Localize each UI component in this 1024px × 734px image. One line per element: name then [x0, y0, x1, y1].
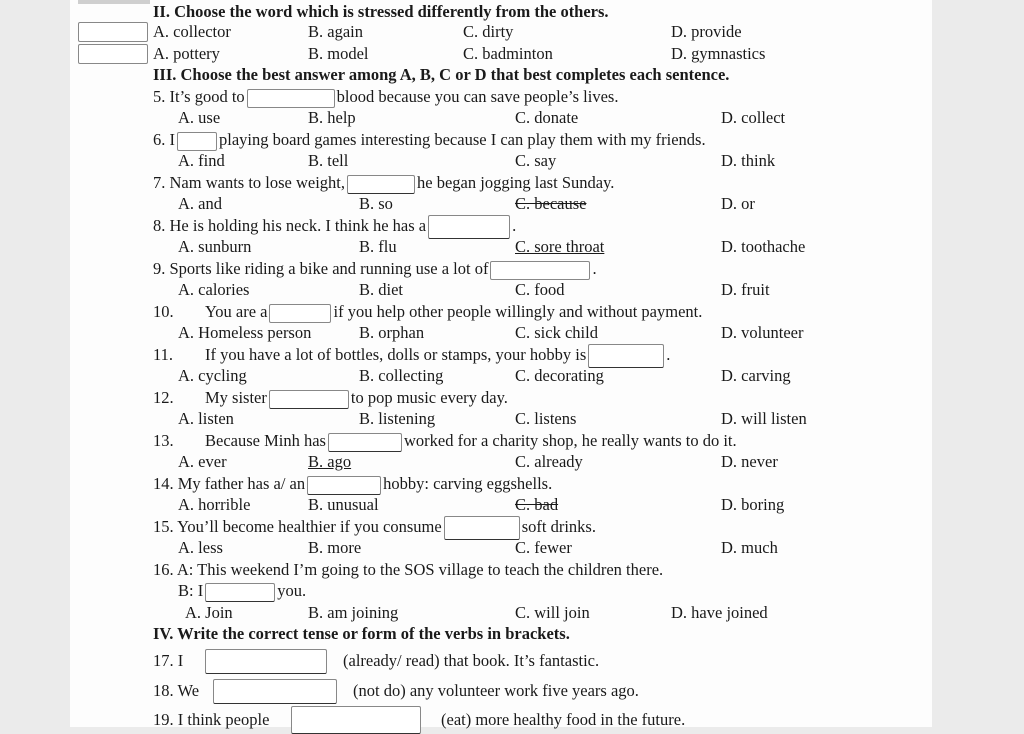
- q7-text-after: he began jogging last Sunday.: [417, 173, 615, 192]
- q13-option-d[interactable]: D. never: [721, 452, 778, 471]
- q11-option-b[interactable]: B. collecting: [359, 366, 444, 385]
- top-edge-strip: [78, 0, 150, 4]
- q11-text-after: .: [666, 345, 671, 364]
- q9-option-d[interactable]: D. fruit: [721, 280, 770, 299]
- q4-option-d[interactable]: D. gymnastics: [671, 44, 766, 63]
- q5-option-c[interactable]: C. donate: [515, 108, 579, 127]
- q5-blank[interactable]: [247, 89, 335, 108]
- q12-option-a[interactable]: A. listen: [178, 409, 234, 428]
- q13-option-a[interactable]: A. ever: [178, 452, 227, 471]
- q13-option-c[interactable]: C. already: [515, 452, 583, 471]
- q15-text-before: 15. You’ll become healthier if you consume: [153, 517, 442, 536]
- q7-options: [153, 193, 853, 215]
- q6-options: [153, 150, 853, 172]
- q10-text-before: You are a: [205, 302, 268, 321]
- q7-option-a[interactable]: A. and: [178, 194, 222, 213]
- answer-box-q3[interactable]: [78, 22, 148, 42]
- question-14: [153, 473, 552, 495]
- q3-option-c[interactable]: C. dirty: [463, 22, 514, 41]
- q5-options: [153, 107, 853, 129]
- q4-option-a[interactable]: A. pottery: [153, 44, 220, 63]
- q10-option-d[interactable]: D. volunteer: [721, 323, 804, 342]
- q9-options: [153, 279, 853, 301]
- q14-text-after: hobby: carving eggshells.: [383, 474, 553, 493]
- q7-option-c[interactable]: C. because: [515, 194, 587, 213]
- q13-number: 13.: [153, 431, 174, 450]
- q6-option-c[interactable]: C. say: [515, 151, 557, 170]
- q5-option-a[interactable]: A. use: [178, 108, 221, 127]
- answer-box-q4[interactable]: [78, 44, 148, 64]
- q7-option-b[interactable]: B. so: [359, 194, 393, 213]
- q7-option-d[interactable]: D. or: [721, 194, 755, 213]
- q19-text-before: 19. I think people: [153, 710, 270, 729]
- q6-text-after: playing board games interesting because I can play them with my friends.: [219, 130, 706, 149]
- q12-text-before: My sister: [205, 388, 267, 407]
- q14-text-before: 14. My father has a/ an: [153, 474, 306, 493]
- q17-text-before: 17. I: [153, 651, 184, 670]
- q11-option-a[interactable]: A. cycling: [178, 366, 247, 385]
- q17-text-after: (already/ read) that book. It’s fantastic.: [343, 651, 600, 670]
- q13-blank[interactable]: [328, 433, 402, 452]
- q11-text-before: If you have a lot of bottles, dolls or stamps, your hobby is: [205, 345, 587, 364]
- question-11: [153, 344, 853, 366]
- q7-text-before: 7. Nam wants to lose weight,: [153, 173, 346, 192]
- q3-option-b[interactable]: B. again: [308, 22, 363, 41]
- q13-options: [153, 451, 853, 473]
- q3-option-d[interactable]: D. provide: [671, 22, 742, 41]
- question-15: [153, 516, 596, 538]
- q18-text-after: (not do) any volunteer work five years ago.: [353, 681, 639, 700]
- q10-text-after: if you help other people willingly and without payment.: [333, 302, 703, 321]
- q9-option-a[interactable]: A. calories: [178, 280, 250, 299]
- q13-text-after: worked for a charity shop, he really wants to do it.: [403, 431, 737, 450]
- question-13: [153, 430, 853, 452]
- question-16-line-a: 16. A: This weekend I’m going to the SOS village to teach the children there.: [153, 560, 664, 579]
- q12-option-c[interactable]: C. listens: [515, 409, 577, 428]
- q12-blank[interactable]: [269, 390, 349, 409]
- question-9: [153, 258, 597, 280]
- q12-option-b[interactable]: B. listening: [359, 409, 436, 428]
- q9-text-after: .: [592, 259, 597, 278]
- q6-option-a[interactable]: A. find: [178, 151, 225, 170]
- question-3: [153, 21, 853, 43]
- q16-blank[interactable]: [205, 583, 275, 602]
- q12-options: [153, 408, 853, 430]
- q19-text-after: (eat) more healthy food in the future.: [441, 710, 686, 729]
- q16-text-after: you.: [277, 581, 307, 600]
- q8-options: [153, 236, 853, 258]
- q8-text-before: 8. He is holding his neck. I think he has a: [153, 216, 427, 235]
- q10-option-c[interactable]: C. sick child: [515, 323, 598, 342]
- q15-option-c[interactable]: C. fewer: [515, 538, 572, 557]
- section-4-heading: IV. Write the correct tense or form of the verbs in brackets.: [153, 624, 570, 643]
- q8-option-d[interactable]: D. toothache: [721, 237, 806, 256]
- q11-options: [153, 365, 853, 387]
- q8-option-a[interactable]: A. sunburn: [178, 237, 252, 256]
- q12-option-d[interactable]: D. will listen: [721, 409, 807, 428]
- q8-option-c[interactable]: C. sore throat: [515, 237, 605, 256]
- q4-option-c[interactable]: C. badminton: [463, 44, 553, 63]
- q18-text-before: 18. We: [153, 681, 200, 700]
- q15-options: [153, 537, 853, 559]
- q15-text-after: soft drinks.: [521, 517, 596, 536]
- q6-blank[interactable]: [177, 132, 217, 151]
- question-5: [153, 86, 618, 108]
- q14-blank[interactable]: [307, 476, 381, 495]
- q10-option-a[interactable]: A. Homeless person: [178, 323, 312, 342]
- q14-option-d[interactable]: D. boring: [721, 495, 785, 514]
- q5-text-before: 5. It’s good to: [153, 87, 245, 106]
- q9-text-before: 9. Sports like riding a bike and running use a lot of: [153, 259, 489, 278]
- q12-number: 12.: [153, 388, 174, 407]
- q14-option-a[interactable]: A. horrible: [178, 495, 251, 514]
- question-17: [153, 650, 853, 672]
- q6-text-before: 6. I: [153, 130, 175, 149]
- q6-option-d[interactable]: D. think: [721, 151, 776, 170]
- q10-blank[interactable]: [269, 304, 331, 323]
- q10-options: [153, 322, 853, 344]
- q17-blank[interactable]: [205, 649, 327, 674]
- q6-option-b[interactable]: B. tell: [308, 151, 349, 170]
- question-16-line-b: [178, 580, 306, 602]
- q15-option-b[interactable]: B. more: [308, 538, 362, 557]
- question-4: [153, 43, 853, 65]
- q4-option-b[interactable]: B. model: [308, 44, 369, 63]
- q14-option-b[interactable]: B. unusual: [308, 495, 379, 514]
- section-2-heading: II. Choose the word which is stressed differently from the others.: [153, 2, 609, 21]
- question-7: [153, 172, 614, 194]
- q10-number: 10.: [153, 302, 174, 321]
- q16-option-c[interactable]: C. will join: [515, 603, 590, 622]
- q3-option-a[interactable]: A. collector: [153, 22, 231, 41]
- q9-option-c[interactable]: C. food: [515, 280, 565, 299]
- q11-option-d[interactable]: D. carving: [721, 366, 791, 385]
- q11-number: 11.: [153, 345, 174, 364]
- question-12: [153, 387, 853, 409]
- q15-option-d[interactable]: D. much: [721, 538, 778, 557]
- q9-blank[interactable]: [490, 261, 590, 280]
- q16-option-a[interactable]: A. Join: [185, 603, 233, 622]
- q16-option-d[interactable]: D. have joined: [671, 603, 768, 622]
- q11-option-c[interactable]: C. decorating: [515, 366, 604, 385]
- q13-option-b[interactable]: B. ago: [308, 452, 352, 471]
- q8-option-b[interactable]: B. flu: [359, 237, 397, 256]
- q14-options: [153, 494, 853, 516]
- q14-option-c[interactable]: C. bad: [515, 495, 559, 514]
- q19-blank[interactable]: [291, 706, 421, 734]
- section-3-heading: III. Choose the best answer among A, B, C or D that best completes each sentence.: [153, 65, 730, 84]
- q10-option-b[interactable]: B. orphan: [359, 323, 425, 342]
- q16-option-b[interactable]: B. am joining: [308, 603, 399, 622]
- q16-options: [153, 602, 853, 624]
- q5-option-d[interactable]: D. collect: [721, 108, 786, 127]
- question-18: [153, 680, 853, 702]
- question-10: [153, 301, 853, 323]
- q16-text-before: B: I: [178, 581, 204, 600]
- q8-text-after: .: [512, 216, 517, 235]
- q13-text-before: Because Minh has: [205, 431, 326, 450]
- q9-option-b[interactable]: B. diet: [359, 280, 403, 299]
- q12-text-after: to pop music every day.: [350, 388, 508, 407]
- q15-option-a[interactable]: A. less: [178, 538, 223, 557]
- q7-blank[interactable]: [347, 175, 415, 194]
- question-6: [153, 129, 706, 151]
- question-8: [153, 215, 516, 237]
- q5-text-after: blood because you can save people’s lives.: [336, 87, 619, 106]
- question-19: [153, 709, 853, 731]
- q18-blank[interactable]: [213, 679, 337, 704]
- q5-option-b[interactable]: B. help: [308, 108, 356, 127]
